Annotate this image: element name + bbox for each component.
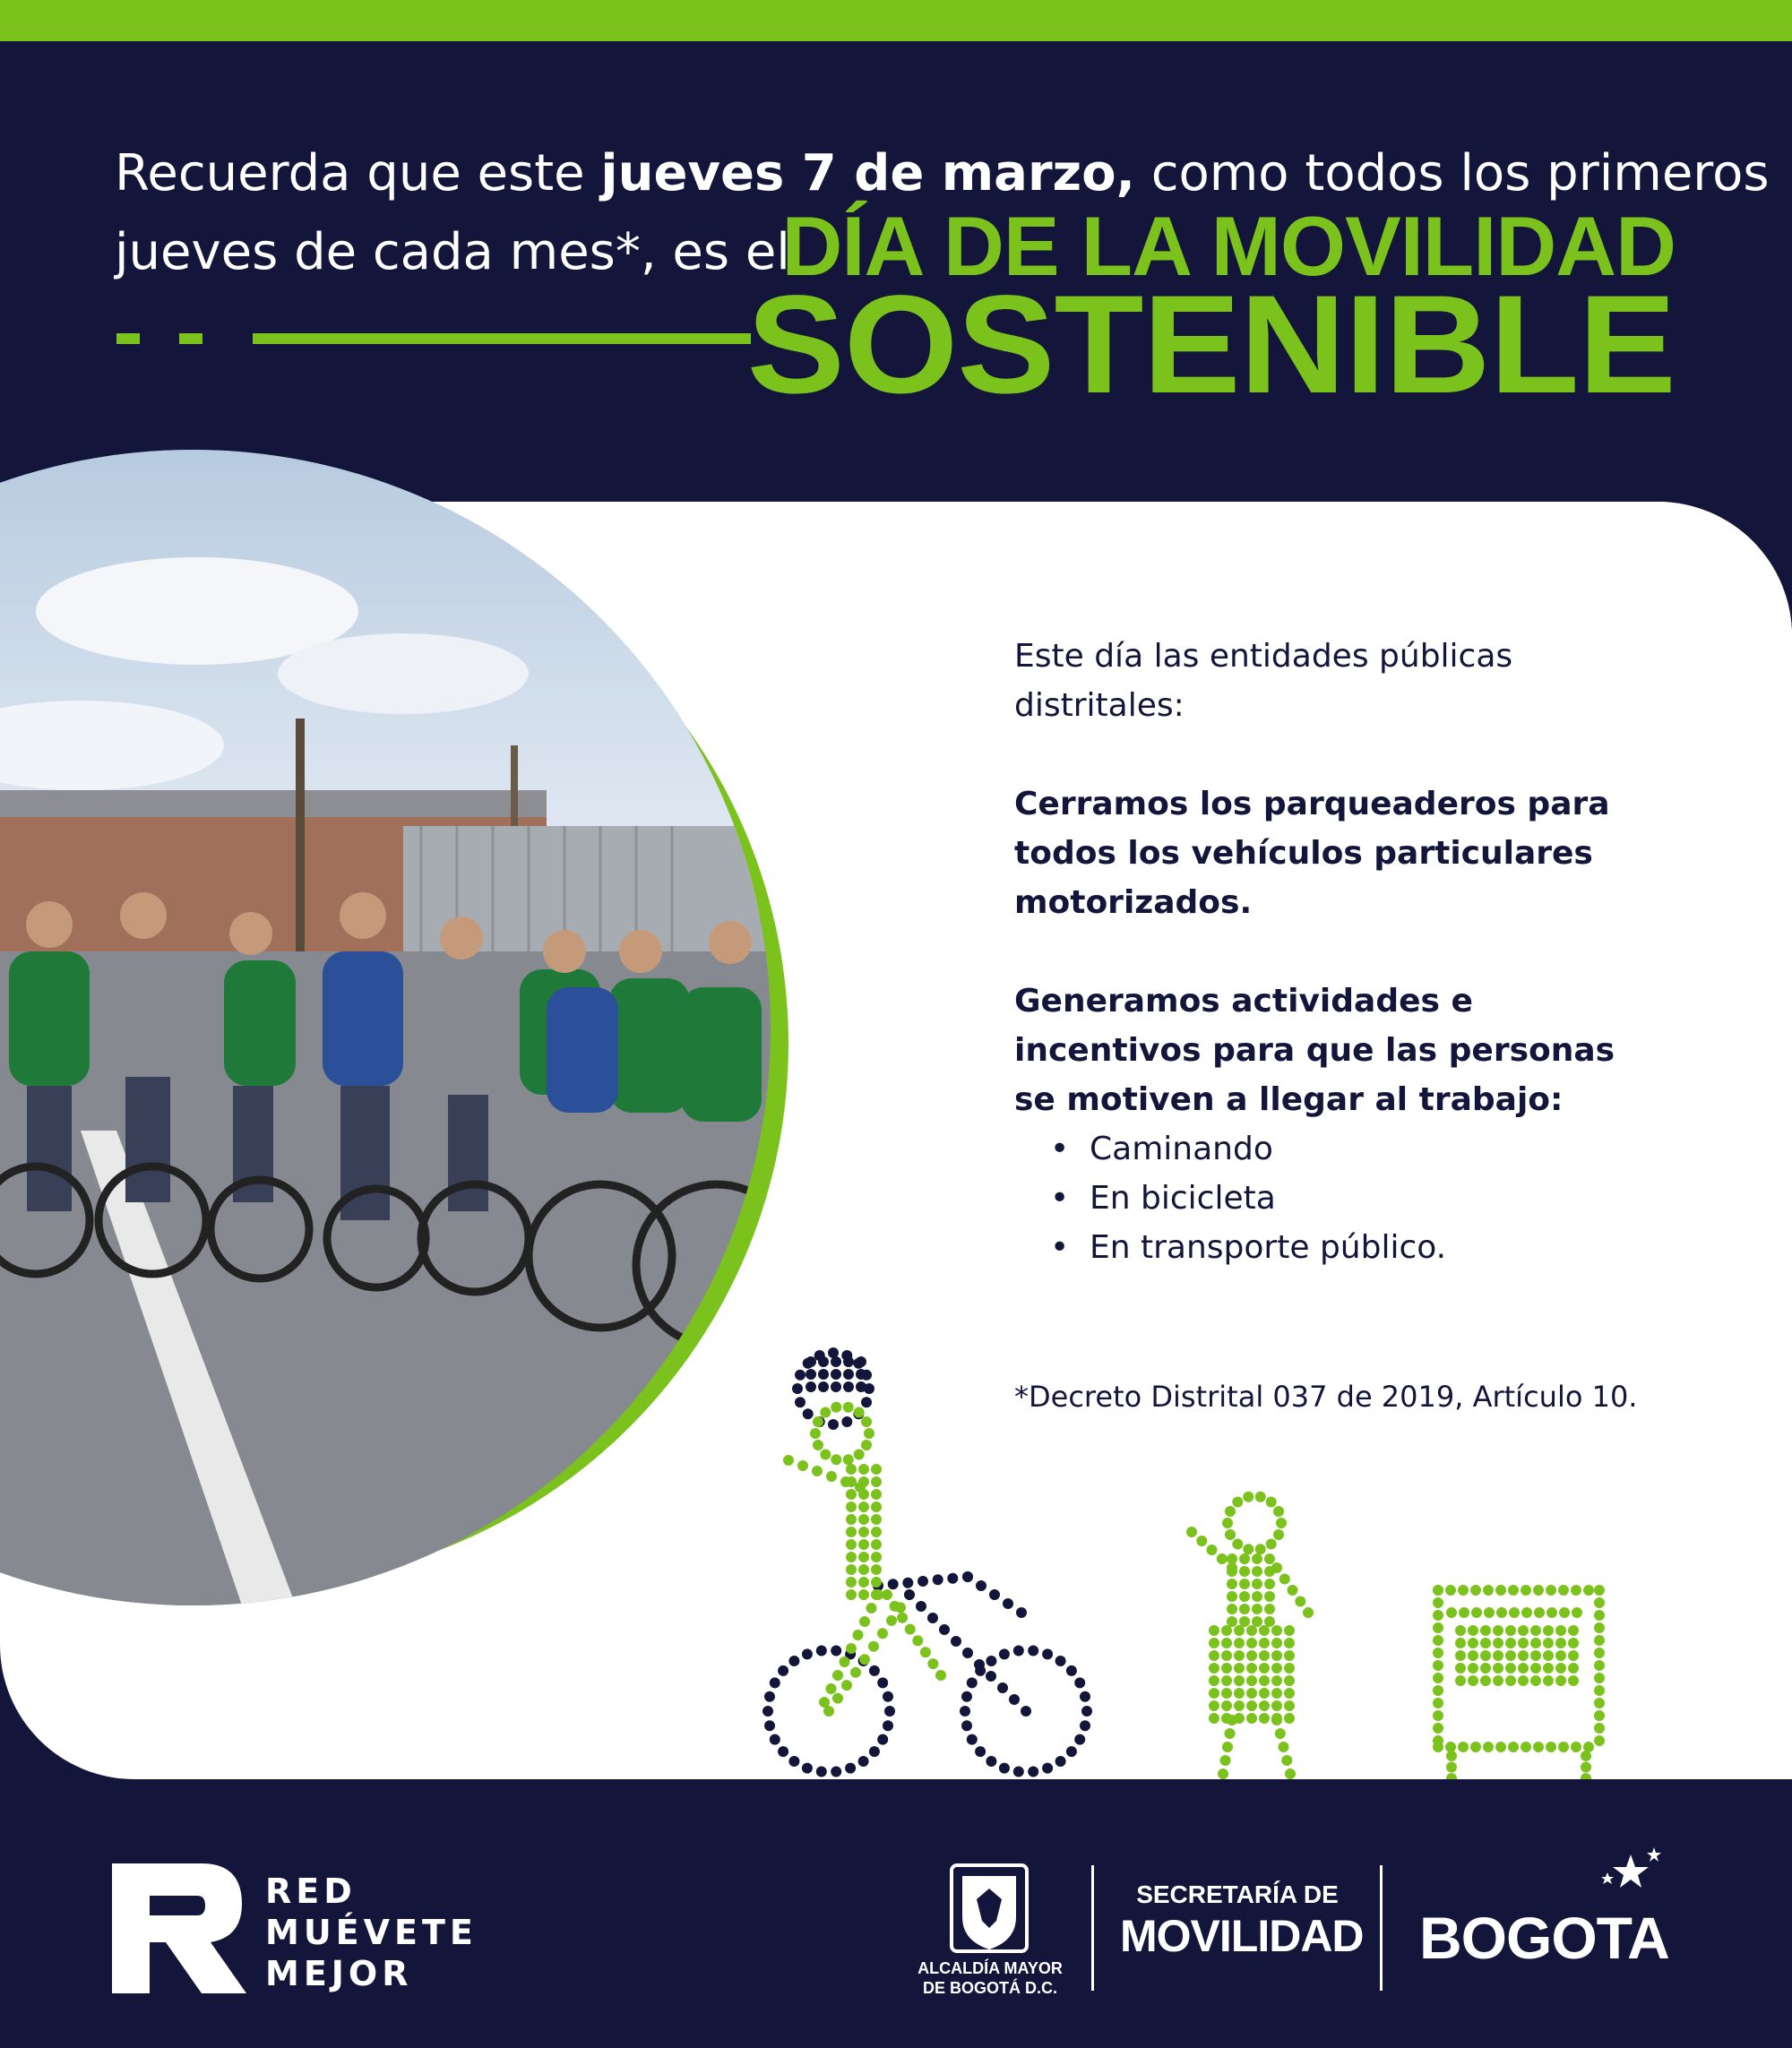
red-line-3: MEJOR: [265, 1954, 413, 1993]
secretaria-logo: [1120, 1880, 1364, 1962]
red-line-2: MUÉVETE: [265, 1913, 478, 1952]
list-item: • Caminando: [1050, 1124, 1731, 1174]
dotted-illustrations: [717, 1326, 1613, 1792]
point1-line-2: todos los vehículos particulares: [1014, 835, 1593, 872]
pedestrian-icon: [1186, 1492, 1314, 1779]
footnote: *Decreto Distrital 037 de 2019, Artículo 10.: [1014, 1380, 1638, 1414]
top-accent-bar: [0, 0, 1792, 41]
secretaria-line-2: MOVILIDAD: [1120, 1911, 1364, 1961]
alcaldia-line-2: DE BOGOTÁ D.C.: [922, 1979, 1057, 1997]
list-item: • En transporte público.: [1050, 1223, 1731, 1272]
bicycle-rider-icon: [762, 1347, 1092, 1777]
bogota-stars-icon: [1595, 1846, 1667, 1899]
secretaria-line-1: SECRETARÍA DE: [1136, 1880, 1339, 1908]
body-text: [1014, 632, 1731, 1272]
decorative-dash: [179, 333, 202, 344]
transport-modes-list: [1014, 1124, 1731, 1272]
alcaldia-label: [914, 1958, 1066, 1998]
alcaldia-line-1: ALCALDÍA MAYOR: [918, 1959, 1063, 1977]
decorative-dash: [116, 333, 140, 344]
red-muevete-mejor-label: [265, 1871, 478, 1994]
intro-line-1: Este día las entidades públicas: [1014, 638, 1513, 675]
headline-line1-pre: Recuerda que este: [115, 144, 601, 202]
intro-line-2: distritales:: [1014, 687, 1185, 724]
red-muevete-mejor-logo: [112, 1863, 246, 1993]
divider: [1380, 1865, 1383, 1991]
decorative-line: [253, 333, 751, 344]
point2-line-1: Generamos actividades e: [1014, 983, 1473, 1020]
divider: [1091, 1865, 1094, 1991]
red-line-1: RED: [265, 1872, 357, 1911]
point1-line-3: motorizados.: [1014, 884, 1253, 921]
point2-line-2: incentivos para que las personas: [1014, 1032, 1615, 1069]
headline-date: jueves 7 de marzo,: [600, 144, 1135, 202]
list-item: • En bicicleta: [1050, 1174, 1731, 1223]
headline-line1-post: como todos los primeros: [1134, 144, 1770, 202]
alcaldia-shield-icon: [950, 1863, 1029, 1962]
headline-line-2: jueves de cada mes*, es el: [115, 223, 790, 281]
bus-icon: [1433, 1585, 1605, 1784]
event-title-line1: DÍA DE LA MOVILIDAD: [781, 199, 1676, 293]
event-title-line2: SOSTENIBLE: [746, 267, 1676, 423]
point1-line-1: Cerramos los parqueaderos para: [1014, 786, 1610, 822]
point2-line-3: se motiven a llegar al trabajo:: [1014, 1081, 1564, 1118]
bogota-logo: BOGOTA: [1419, 1905, 1669, 1971]
